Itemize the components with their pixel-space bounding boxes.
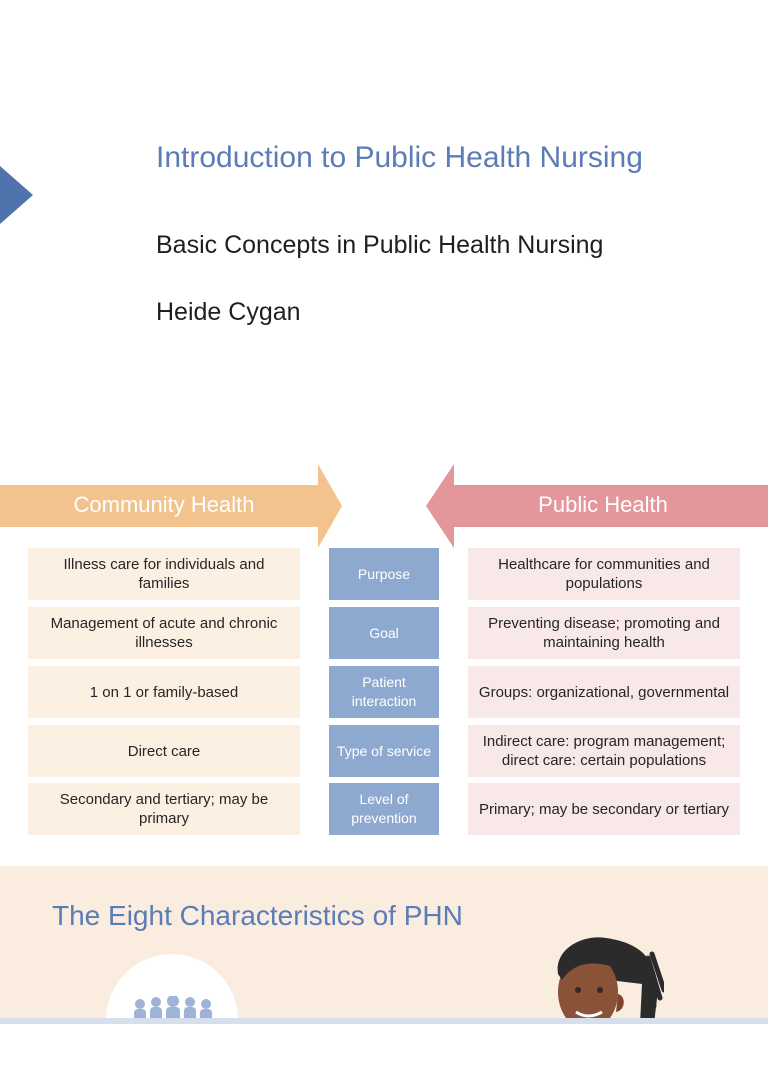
community-health-cell: Management of acute and chronic illnesses [28, 607, 300, 659]
public-health-label: Public Health [538, 492, 668, 517]
characteristics-section [0, 866, 768, 1024]
decorative-arrow-icon [0, 166, 33, 224]
community-health-cell: Secondary and tertiary; may be primary [28, 783, 300, 835]
community-health-banner [0, 464, 342, 548]
section-title: The Eight Characteristics of PHN [52, 900, 463, 931]
comparison-row [0, 607, 768, 659]
comparison-row [0, 666, 768, 718]
community-health-cell: 1 on 1 or family-based [28, 666, 300, 718]
public-health-cell: Healthcare for communities and populations [468, 548, 740, 600]
page-title: Introduction to Public Health Nursing [156, 141, 643, 174]
author-name: Heide Cygan [156, 298, 301, 326]
category-cell: Goal [329, 607, 439, 659]
category-cell: Patient interaction [329, 666, 439, 718]
public-health-banner [426, 464, 768, 548]
public-health-cell: Groups: organizational, governmental [468, 666, 740, 718]
page-subtitle: Basic Concepts in Public Health Nursing [156, 231, 604, 259]
comparison-row [0, 725, 768, 777]
category-cell: Level of prevention [329, 783, 439, 835]
public-health-cell: Preventing disease; promoting and maintaining health [468, 607, 740, 659]
category-cell: Purpose [329, 548, 439, 600]
person-illustration-icon [544, 934, 664, 1024]
public-health-cell: Primary; may be secondary or tertiary [468, 783, 740, 835]
section-divider [0, 1018, 768, 1024]
community-health-label: Community Health [73, 492, 255, 517]
community-health-cell: Illness care for individuals and families [28, 548, 300, 600]
comparison-row [0, 783, 768, 835]
public-health-cell: Indirect care: program management; direct care: certain populations [468, 725, 740, 777]
comparison-row [0, 548, 768, 600]
community-health-cell: Direct care [28, 725, 300, 777]
category-cell: Type of service [329, 725, 439, 777]
